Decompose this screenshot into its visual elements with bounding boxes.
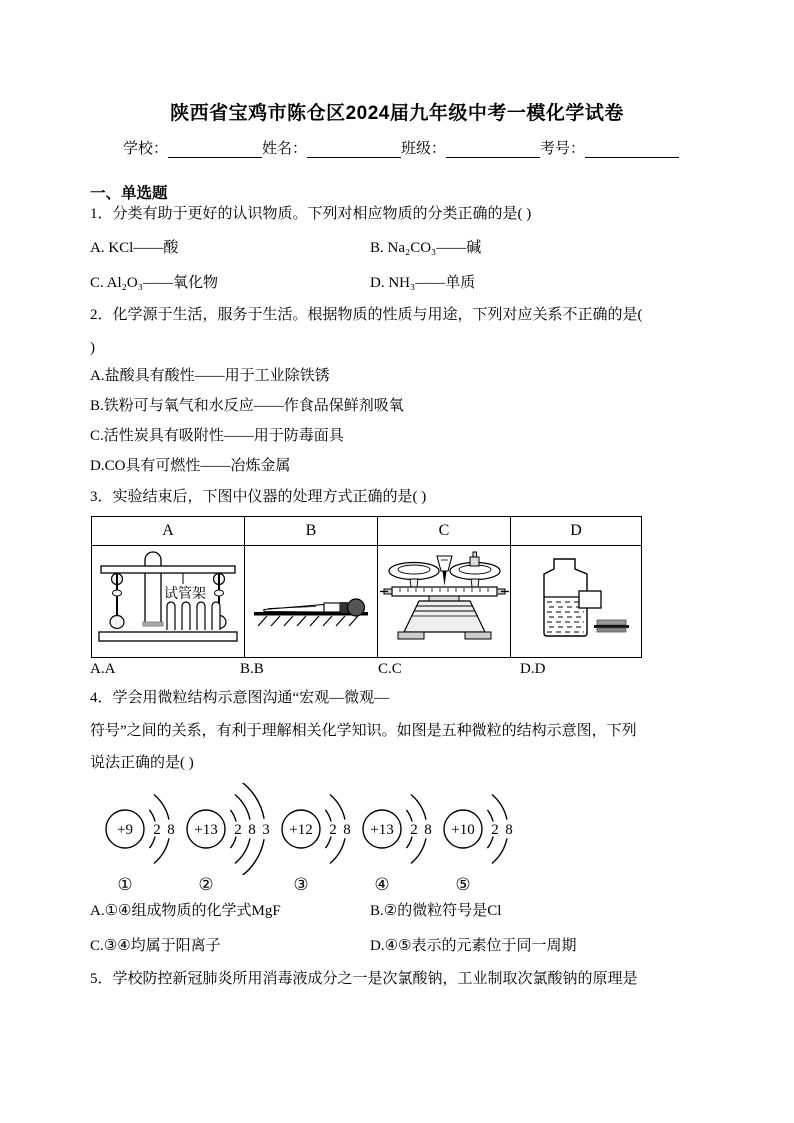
q1-options-row-1	[90, 236, 706, 256]
class-label: 班级：	[401, 141, 447, 157]
q3-cell-d	[511, 546, 642, 658]
particle-diagram	[102, 783, 182, 895]
svg-text:8: 8	[167, 822, 175, 838]
q3-answer-c: C.C	[378, 661, 402, 677]
q1-option-d: D. NH₃——单质	[370, 275, 476, 291]
content-column	[90, 0, 706, 1123]
q4-option-c: C.③④均属于阳离子	[90, 938, 221, 954]
particle-diagram	[278, 783, 358, 895]
q3-header-d: D	[511, 517, 642, 546]
particle-diagrams	[102, 783, 520, 895]
svg-text:2: 2	[234, 822, 242, 838]
q3-header-b: B	[245, 517, 378, 546]
svg-text:+10: +10	[451, 822, 475, 838]
particle-diagram	[359, 783, 439, 895]
name-field	[262, 137, 401, 158]
dropper-figure	[246, 546, 376, 652]
svg-text:8: 8	[505, 822, 513, 838]
particle-diagram-label: ①	[117, 875, 133, 894]
q4-options-row-1	[90, 899, 706, 919]
test-tube-rack-figure	[93, 546, 243, 652]
particle-diagram-label: ②	[198, 875, 214, 894]
reagent-bottle-figure	[511, 546, 641, 652]
q4-option-d: D.④⑤表示的元素位于同一周期	[370, 938, 577, 954]
q1-option-a: A. KCl——酸	[90, 240, 179, 256]
q1-option-b: B. Na₂CO₃——碱	[370, 240, 482, 256]
svg-text:3: 3	[262, 822, 270, 838]
q3-apparatus-table	[91, 516, 642, 658]
class-field	[401, 137, 540, 158]
page-title: 陕西省宝鸡市陈仓区2024届九年级中考一模化学试卷	[170, 103, 624, 124]
q3-cell-c	[378, 546, 511, 658]
q4-stem-line2: 符号”之间的关系，有利于理解相关化学知识。如图是五种微粒的结构示意图，下列	[90, 723, 637, 739]
svg-text:8: 8	[248, 822, 256, 838]
particle-diagram-label: ③	[293, 875, 309, 894]
svg-text:2: 2	[153, 822, 161, 838]
school-blank-line	[168, 140, 262, 158]
q1-option-c: C. Al₂O₃——氧化物	[90, 275, 218, 291]
q3-table-header-row	[92, 517, 642, 546]
q1-stem: 1．分类有助于更好的认识物质。下列对相应物质的分类正确的是( )	[90, 206, 532, 222]
svg-text:+9: +9	[117, 822, 133, 838]
q3-stem: 3．实验结束后，下图中仪器的处理方式正确的是( )	[90, 489, 427, 505]
particle-diagram-label: ④	[374, 875, 390, 894]
svg-text:+12: +12	[289, 822, 313, 838]
name-label: 姓名：	[262, 141, 308, 157]
balance-figure	[378, 546, 510, 652]
class-blank-line	[446, 140, 540, 158]
school-label: 学校：	[123, 141, 169, 157]
q1-options-row-2	[90, 271, 706, 291]
q3-answer-d: D.D	[520, 661, 546, 677]
q3-cell-a	[92, 546, 245, 658]
svg-text:+13: +13	[194, 822, 218, 838]
school-field	[123, 137, 262, 158]
q2-option-b: B.铁粉可与氧气和水反应——作食品保鲜剂吸氧	[90, 398, 404, 414]
rack-label-text: 试管架	[164, 587, 206, 602]
q3-header-c: C	[378, 517, 511, 546]
q4-stem-line3: 说法正确的是( )	[90, 755, 194, 771]
section-title: 一、单选题	[90, 185, 168, 202]
examno-blank-line	[585, 140, 679, 158]
q2-option-c: C.活性炭具有吸附性——用于防毒面具	[90, 428, 344, 444]
examno-label: 考号：	[540, 141, 586, 157]
examno-field	[540, 137, 679, 158]
q3-header-a: A	[92, 517, 245, 546]
svg-text:2: 2	[410, 822, 418, 838]
q3-cell-b	[245, 546, 378, 658]
svg-text:8: 8	[343, 822, 351, 838]
q5-stem: 5．学校防控新冠肺炎所用消毒液成分之一是次氯酸钠，工业制取次氯酸钠的原理是	[90, 971, 638, 987]
svg-text:8: 8	[424, 822, 432, 838]
q2-option-a: A.盐酸具有酸性——用于工业除铁锈	[90, 368, 330, 384]
particle-diagram	[183, 783, 277, 895]
q4-option-b: B.②的微粒符号是Cl	[370, 903, 502, 919]
q4-stem-line1: 4．学会用微粒结构示意图沟通“宏观—微观—	[90, 690, 390, 706]
q3-table-image-row	[92, 546, 642, 658]
q4-option-a: A.①④组成物质的化学式MgF	[90, 903, 281, 919]
q2-option-d: D.CO具有可燃性——冶炼金属	[90, 458, 291, 474]
q3-answer-a: A.A	[90, 661, 116, 677]
q2-stem-line2: )	[90, 340, 95, 356]
q4-options-row-2	[90, 934, 706, 954]
student-info-row	[123, 137, 706, 158]
svg-text:2: 2	[329, 822, 337, 838]
particle-diagram-label: ⑤	[455, 875, 471, 894]
particle-diagram	[440, 783, 520, 895]
svg-text:+13: +13	[370, 822, 394, 838]
svg-text:2: 2	[491, 822, 499, 838]
q3-answer-b: B.B	[240, 661, 264, 677]
q2-stem-line1: 2．化学源于生活，服务于生活。根据物质的性质与用途，下列对应关系不正确的是(	[90, 307, 643, 323]
name-blank-line	[307, 140, 401, 158]
q3-answer-row	[90, 661, 706, 681]
